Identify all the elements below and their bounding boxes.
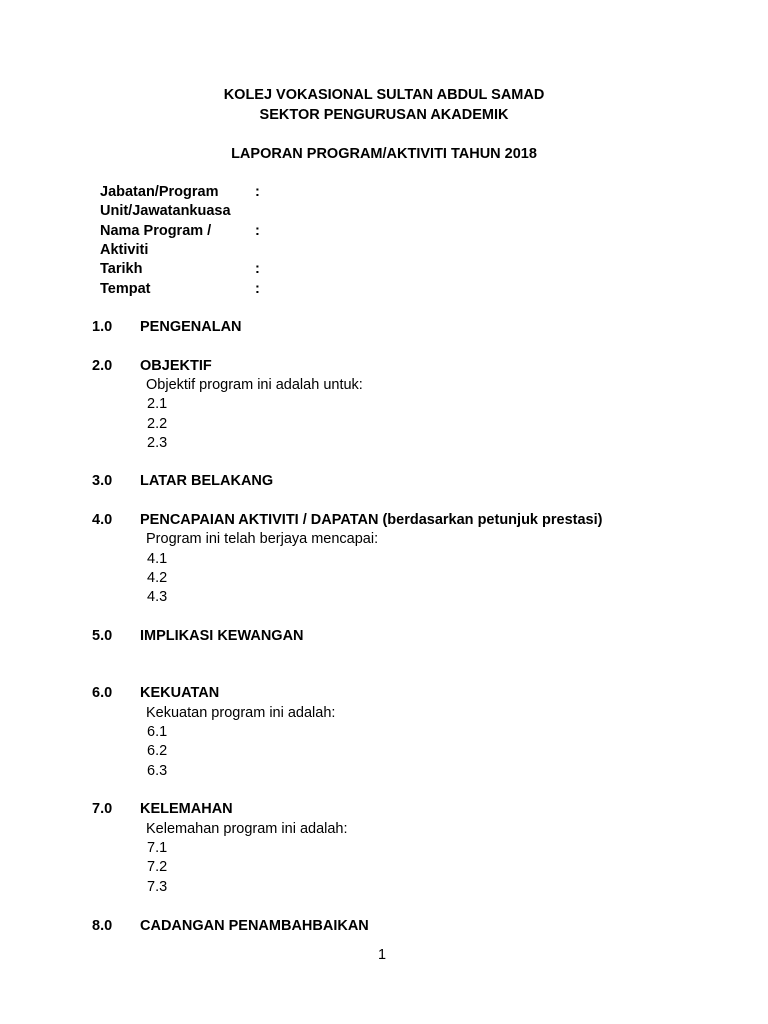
section-title-latar-belakang: LATAR BELAKANG [140, 473, 274, 489]
field-label-nama-program: Nama Program / [100, 223, 212, 239]
section-number: 4.0 [92, 512, 113, 528]
section-title-pencapaian: PENCAPAIAN AKTIVITI / DAPATAN (berdasarkan petunjuk prestasi) [140, 512, 603, 528]
section-title-objektif: OBJEKTIF [140, 358, 212, 374]
section-number: 5.0 [92, 628, 113, 644]
field-colon-tarikh: : [255, 261, 260, 277]
section-number: 7.0 [92, 801, 113, 817]
section-title-implikasi-kewangan: IMPLIKASI KEWANGAN [140, 628, 304, 644]
list-item: 6.1 [147, 724, 168, 740]
list-item: 6.2 [147, 743, 168, 759]
list-item: 6.3 [147, 763, 168, 779]
institution-name: KOLEJ VOKASIONAL SULTAN ABDUL SAMAD [223, 87, 545, 103]
section-intro: Objektif program ini adalah untuk: [146, 377, 363, 393]
section-intro: Kelemahan program ini adalah: [146, 821, 348, 837]
section-title-kelemahan: KELEMAHAN [140, 801, 233, 817]
report-title: LAPORAN PROGRAM/AKTIVITI TAHUN 2018 [231, 146, 537, 162]
section-number: 2.0 [92, 358, 113, 374]
list-item: 4.2 [147, 570, 168, 586]
list-item: 7.2 [147, 859, 168, 875]
section-number: 8.0 [92, 918, 113, 934]
field-colon-jabatan: : [255, 184, 260, 200]
field-label-aktiviti: Aktiviti [100, 242, 149, 258]
sector-name: SEKTOR PENGURUSAN AKADEMIK [259, 107, 509, 123]
section-number: 3.0 [92, 473, 113, 489]
field-label-unit: Unit/Jawatankuasa [100, 203, 231, 219]
list-item: 2.2 [147, 416, 168, 432]
section-title-cadangan: CADANGAN PENAMBAHBAIKAN [140, 918, 369, 934]
section-number: 1.0 [92, 319, 113, 335]
section-intro: Program ini telah berjaya mencapai: [146, 531, 379, 547]
section-title-pengenalan: PENGENALAN [140, 319, 242, 335]
list-item: 7.3 [147, 879, 168, 895]
field-label-tarikh: Tarikh [100, 261, 143, 277]
field-label-jabatan: Jabatan/Program [100, 184, 219, 200]
page-number: 1 [378, 947, 387, 963]
section-number: 6.0 [92, 685, 113, 701]
field-label-tempat: Tempat [100, 281, 151, 297]
list-item: 4.3 [147, 589, 168, 605]
section-intro: Kekuatan program ini adalah: [146, 705, 336, 721]
section-title-kekuatan: KEKUATAN [140, 685, 220, 701]
field-colon-tempat: : [255, 281, 260, 297]
list-item: 4.1 [147, 551, 168, 567]
list-item: 7.1 [147, 840, 168, 856]
field-colon-nama-program: : [255, 223, 260, 239]
list-item: 2.3 [147, 435, 168, 451]
list-item: 2.1 [147, 396, 168, 412]
